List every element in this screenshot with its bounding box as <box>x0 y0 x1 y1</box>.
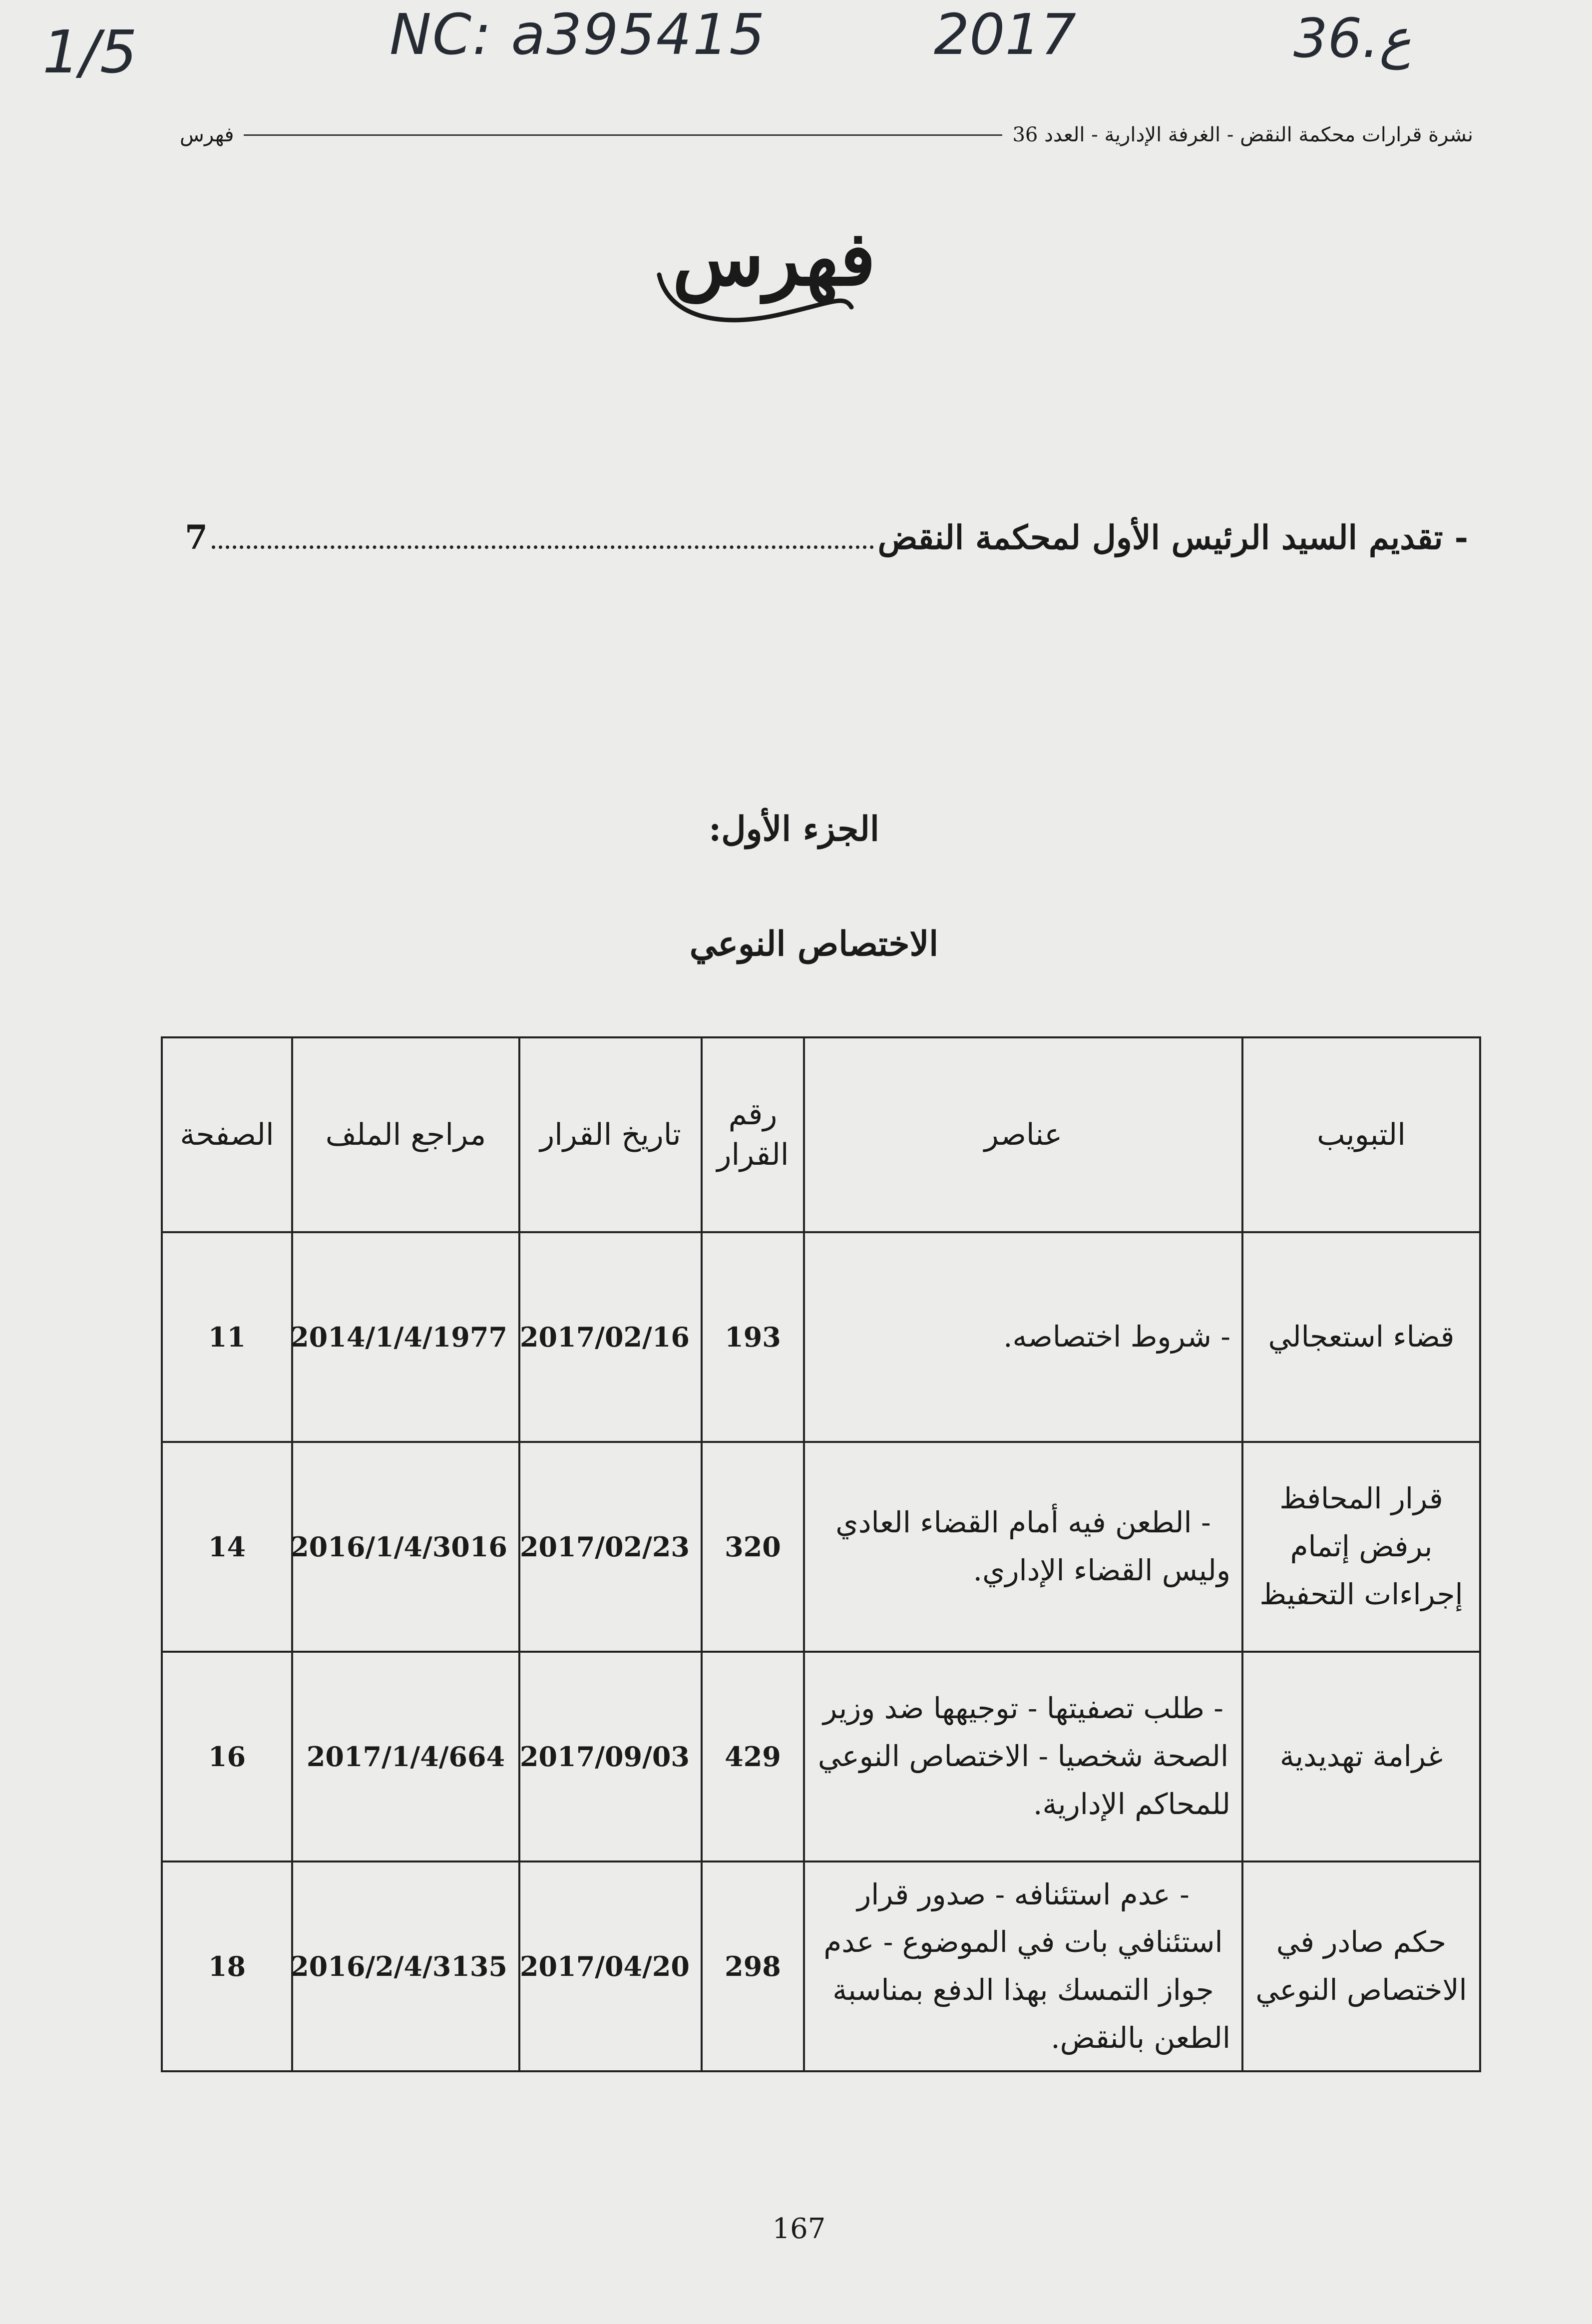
cell-decision-date: 2017/04/20 <box>519 1861 702 2071</box>
dot-leader <box>212 545 874 549</box>
cell-file-reference: 2016/2/4/3135 <box>292 1861 519 2071</box>
header-classification: التبويب <box>1242 1037 1480 1232</box>
page-number: 167 <box>772 2213 826 2245</box>
table-row <box>162 1442 1480 1652</box>
cell-page: 18 <box>162 1861 292 2071</box>
table-row <box>162 1232 1480 1442</box>
toc-intro-entry <box>185 502 1468 557</box>
cell-page: 14 <box>162 1442 292 1652</box>
running-header <box>180 117 1473 152</box>
header-elements: عناصر <box>804 1037 1242 1232</box>
cell-elements: - طلب تصفيتها - توجيهها ضد وزير الصحة شخصيا - الاختصاص النوعي للمحاكم الإدارية. <box>804 1652 1242 1861</box>
header-rule <box>244 134 1002 136</box>
table-row <box>162 1861 1480 2071</box>
header-decision-date: تاريخ القرار <box>519 1037 702 1232</box>
cell-elements: - الطعن فيه أمام القضاء العادي وليس القضاء الإداري. <box>804 1442 1242 1652</box>
cell-elements: - عدم استئنافه - صدور قرار استئنافي بات في الموضوع - عدم جواز التمسك بهذا الدفع بمناسبة الطعن بالنقض. <box>804 1861 1242 2071</box>
cell-page: 16 <box>162 1652 292 1861</box>
cell-decision-date: 2017/09/03 <box>519 1652 702 1861</box>
running-header-publication: نشرة قرارات محكمة النقض - الغرفة الإدارية - العدد 36 <box>1012 123 1473 146</box>
cell-classification: قضاء استعجالي <box>1242 1232 1480 1442</box>
index-table <box>161 1036 1481 2072</box>
handwritten-reference: NC: a395415 <box>390 2 766 67</box>
handwritten-issue: 36.ع <box>1293 7 1412 70</box>
cell-decision-date: 2017/02/23 <box>519 1442 702 1652</box>
running-header-section: فهرس <box>180 123 234 146</box>
cell-file-reference: 2014/1/4/1977 <box>292 1232 519 1442</box>
cell-classification: حكم صادر في الاختصاص النوعي <box>1242 1861 1480 2071</box>
cell-elements: - شروط اختصاصه. <box>804 1232 1242 1442</box>
cell-decision-date: 2017/02/16 <box>519 1232 702 1442</box>
header-decision-number: رقم القرار <box>702 1037 804 1232</box>
part-title: الجزء الأول: <box>709 809 879 849</box>
header-file-reference: مراجع الملف <box>292 1037 519 1232</box>
cell-classification: غرامة تهديدية <box>1242 1652 1480 1861</box>
cell-page: 11 <box>162 1232 292 1442</box>
table-row <box>162 1652 1480 1861</box>
handwritten-note: 1/5 <box>42 17 137 86</box>
title-swash-decoration <box>649 260 859 335</box>
cell-decision-number: 429 <box>702 1652 804 1861</box>
toc-intro-page: 7 <box>185 518 208 557</box>
handwritten-year: 2017 <box>934 2 1077 67</box>
section-title: الاختصاص النوعي <box>689 924 939 964</box>
toc-intro-text: - تقديم السيد الرئيس الأول لمحكمة النقض <box>877 518 1468 557</box>
cell-classification: قرار المحافظ برفض إتمام إجراءات التحفيظ <box>1242 1442 1480 1652</box>
header-page: الصفحة <box>162 1037 292 1232</box>
table-header-row <box>162 1037 1480 1232</box>
cell-decision-number: 193 <box>702 1232 804 1442</box>
cell-decision-number: 298 <box>702 1861 804 2071</box>
cell-file-reference: 2016/1/4/3016 <box>292 1442 519 1652</box>
cell-decision-number: 320 <box>702 1442 804 1652</box>
cell-file-reference: 2017/1/4/664 <box>292 1652 519 1861</box>
page-title: فهرس <box>672 215 876 303</box>
